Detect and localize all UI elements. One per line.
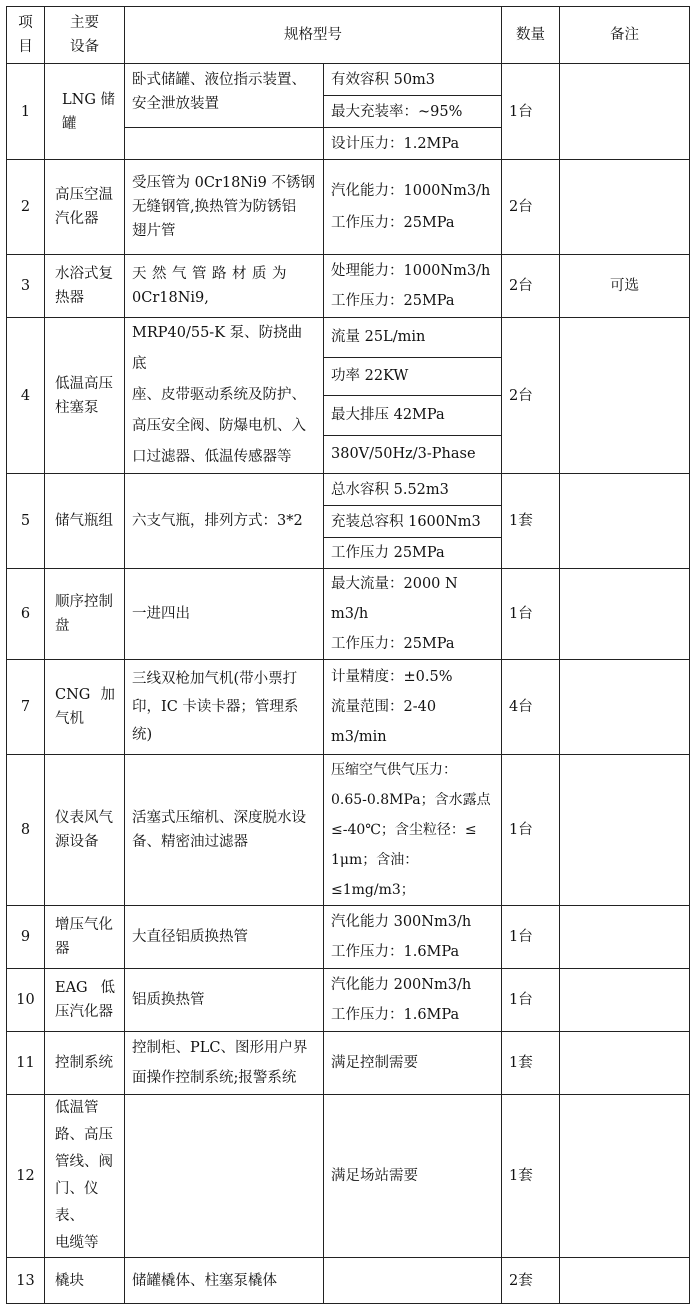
quantity: 2台 [502,255,560,318]
row-number: 2 [7,160,45,255]
header-row [7,7,690,64]
spec-params [324,1258,502,1304]
spec-param: 总水容积 5.52m3 [324,474,502,506]
remark [560,474,690,569]
equipment-name: 低温高压 柱塞泵 [45,318,125,474]
header-item: 项 目 [7,7,45,64]
spec-param: 工作压力 25MPa [324,538,502,569]
table-row [7,1032,690,1095]
equipment-description: 活塞式压缩机、深度脱水设 备、精密油过滤器 [125,755,324,906]
spec-params: 处理能力：1000Nm3/h 工作压力：25MPa [324,255,502,318]
equipment-description: 控制柜、PLC、图形用户界 面操作控制系统;报警系统 [125,1032,324,1095]
spec-param: 流量 25L/min [324,318,502,358]
spec-params: 汽化能力 200Nm3/h 工作压力：1.6MPa [324,969,502,1032]
row-number: 11 [7,1032,45,1095]
row-number: 12 [7,1095,45,1258]
header-remark: 备注 [560,7,690,64]
quantity: 1套 [502,1032,560,1095]
spec-params: 最大流量：2000 N m3/h 工作压力：25MPa [324,569,502,660]
table-row [7,660,690,755]
header-qty: 数量 [502,7,560,64]
equipment-name: EAG 低 压汽化器 [45,969,125,1032]
quantity: 1台 [502,64,560,160]
equipment-name: 控制系统 [45,1032,125,1095]
row-number: 1 [7,64,45,160]
table-row [7,755,690,906]
spec-param: 最大充装率：~95% [324,96,502,128]
equipment-name: LNG 储 罐 [45,64,125,160]
row-number: 10 [7,969,45,1032]
row-number: 5 [7,474,45,569]
equipment-name: 橇块 [45,1258,125,1304]
equipment-name: CNG 加 气机 [45,660,125,755]
table-row [7,1095,690,1258]
table-row [7,318,690,358]
equipment-description: 卧式储罐、液位指示装置、 安全泄放装置 [125,64,324,128]
equipment-description [125,128,324,160]
equipment-name: 增压气化 器 [45,906,125,969]
equipment-description: 一进四出 [125,569,324,660]
remark [560,969,690,1032]
equipment-description: 储罐橇体、柱塞泵橇体 [125,1258,324,1304]
row-number: 13 [7,1258,45,1304]
table-row [7,160,690,255]
equipment-name: 顺序控制 盘 [45,569,125,660]
spec-params: 计量精度：±0.5% 流量范围：2-40 m3/min [324,660,502,755]
equipment-table [6,6,690,1304]
row-number: 9 [7,906,45,969]
spec-params: 压缩空气供气压力： 0.65-0.8MPa；含水露点 ≤-40℃；含尘粒径：≤ 1μm；含油：≤1mg/m3； [324,755,502,906]
spec-params: 满足场站需要 [324,1095,502,1258]
remark: 可选 [560,255,690,318]
table-row [7,474,690,506]
spec-param: 380V/50Hz/3-Phase [324,435,502,473]
remark [560,64,690,160]
spec-params: 汽化能力 300Nm3/h 工作压力：1.6MPa [324,906,502,969]
equipment-name: 仪表风气 源设备 [45,755,125,906]
quantity: 1台 [502,969,560,1032]
equipment-name: 水浴式复 热器 [45,255,125,318]
table-row [7,255,690,318]
spec-params: 汽化能力：1000Nm3/h 工作压力：25MPa [324,160,502,255]
row-number: 3 [7,255,45,318]
row-number: 8 [7,755,45,906]
remark [560,318,690,474]
equipment-description: 三线双枪加气机(带小票打 印，IC 卡读卡器；管理系 统) [125,660,324,755]
quantity: 1套 [502,474,560,569]
remark [560,569,690,660]
spec-param: 设计压力：1.2MPa [324,128,502,160]
remark [560,160,690,255]
table-row [7,1258,690,1304]
table-row [7,569,690,660]
quantity: 2台 [502,318,560,474]
remark [560,1258,690,1304]
equipment-description: 受压管为 0Cr18Ni9 不锈钢 无缝钢管,换热管为防锈铝 翅片管 [125,160,324,255]
quantity: 1台 [502,755,560,906]
equipment-name: 高压空温 汽化器 [45,160,125,255]
spec-param: 功率 22KW [324,357,502,395]
equipment-description [125,1095,324,1258]
equipment-description: 天然气管路材质为 0Cr18Ni9, [125,255,324,318]
quantity: 1套 [502,1095,560,1258]
quantity: 1台 [502,906,560,969]
row-number: 7 [7,660,45,755]
table-row [7,64,690,96]
header-spec: 规格型号 [125,7,502,64]
equipment-name: 储气瓶组 [45,474,125,569]
equipment-description: 六支气瓶，排列方式：3*2 [125,474,324,569]
header-equipment: 主要 设备 [45,7,125,64]
remark [560,660,690,755]
spec-param: 有效容积 50m3 [324,64,502,96]
remark [560,1095,690,1258]
equipment-description: MRP40/55-K 泵、防挠曲底 座、皮带驱动系统及防护、 高压安全阀、防爆电机、入 口过滤器、低温传感器等 [125,318,324,474]
equipment-description: 铝质换热管 [125,969,324,1032]
equipment-description: 大直径铝质换热管 [125,906,324,969]
remark [560,906,690,969]
row-number: 4 [7,318,45,474]
spec-param: 充装总容积 1600Nm3 [324,506,502,538]
quantity: 2套 [502,1258,560,1304]
remark [560,1032,690,1095]
quantity: 4台 [502,660,560,755]
row-number: 6 [7,569,45,660]
quantity: 2台 [502,160,560,255]
remark [560,755,690,906]
equipment-name: 低温管 路、高压 管线、阀 门、仪表、 电缆等 [45,1095,125,1258]
spec-params: 满足控制需要 [324,1032,502,1095]
spec-param: 最大排压 42MPa [324,395,502,435]
table-row [7,969,690,1032]
table-row [7,906,690,969]
quantity: 1台 [502,569,560,660]
